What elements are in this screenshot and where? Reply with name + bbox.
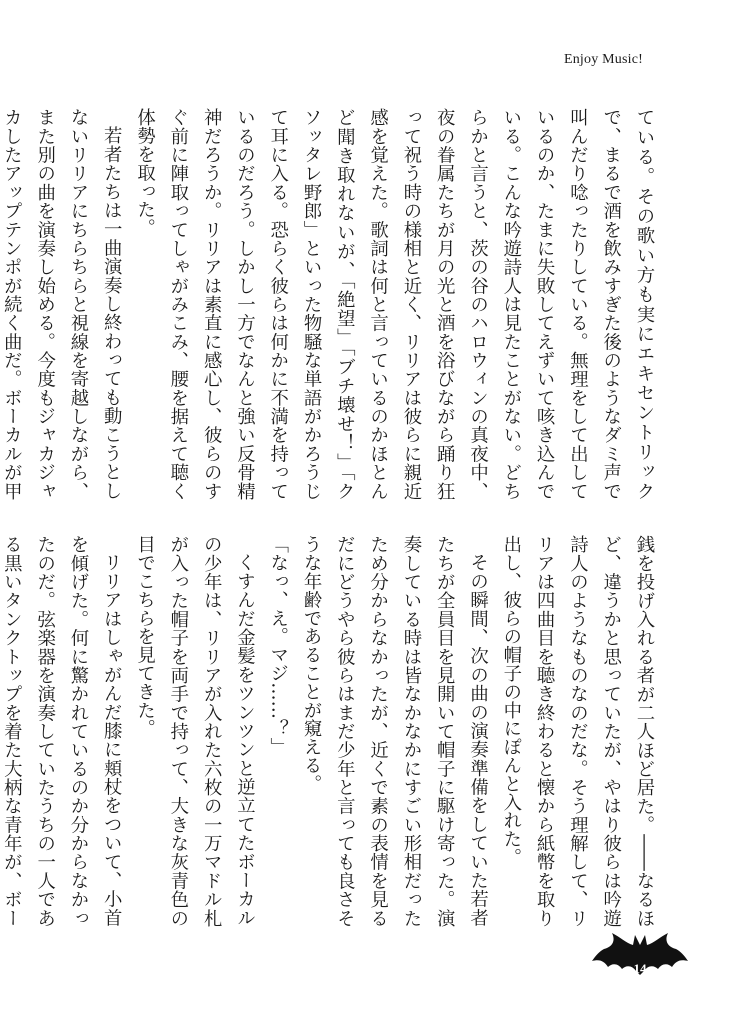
paragraph: ている。その歌い方も実にエキセントリックで、まるで酒を飲みすぎた後のようなダミ声で叫んだり唸ったりしている。無理をして出しているのか、たまに失敗してえずいて咳き込んでいる。こんな吟遊詩人は見たことがない。どちらかと言うと、茨の谷のハロウィンの真夜中、夜の眷属たちが月の光と酒を浴びながら踊り狂って祝う時の様相と近く、リリアは彼らに親近感を覚えた。歌詞は何と言っているのかほとんど聞き取れないが、「絶望」「ブチ壊せ！」「クソッタレ野郎」といった物騒な単語がかろうじて耳に入る。恐らく彼らは何かに不満を持っているのだろう。しかし一方でなんと強い反骨精神だろうか。リリアは素直に感心し、彼らのすぐ前に陣取ってしゃがみこみ、腰を据えて聴く体勢を取った。 <box>134 108 655 500</box>
paragraph: 若者たちは一曲演奏し終わっても動こうとしないリリアにちらちらと視線を寄越しながら、また別の曲を演奏し始める。今度もジャカジャカしたアップテンポが続く曲だ。ボーカルが甲 <box>1 108 123 500</box>
page-number-badge <box>590 931 690 987</box>
bat-icon <box>590 931 690 987</box>
paragraph: リリアはしゃがんだ膝に頬杖をついて、小首を傾げた。何に驚かれているのか分からなかったのだ。弦楽器を演奏していたうちの一人である黒いタンクトップを着た大柄な青年が、ボー <box>1 535 123 927</box>
paragraph: くすんだ金髪をツンツンと逆立てたボーカルの少年は、リリアが入れた六枚の一万マドル札が入った帽子を両手で持って、大きな灰青色の目でこちらを見てきた。 <box>134 535 256 927</box>
page-number: 14 <box>633 961 647 976</box>
text-block-bottom <box>1 535 661 927</box>
paragraph: 銭を投げ入れる者が二人ほど居た。――なるほど、違うかと思っていたが、やはり彼らは吟遊詩人のようなものなのだな。そう理解して、リリアは四曲目を聴き終わると懐から紙幣を取り出し、彼らの帽子の中にぽんと入れた。 <box>500 535 655 927</box>
running-header: Enjoy Music! <box>563 52 643 67</box>
paragraph: その瞬間、次の曲の演奏準備をしていた若者たちが全員目を見開いて帽子に駆け寄った。演奏している時は皆なかなかにすごい形相だったため分からなかったが、近くで素の表情を見るだにどうやら彼らはまだ少年と言っても良さそうな年齢であることが窺える。 <box>301 535 489 927</box>
text-block-top <box>1 108 661 500</box>
paragraph: 「なっ、え。マジ……？」 <box>267 535 289 756</box>
